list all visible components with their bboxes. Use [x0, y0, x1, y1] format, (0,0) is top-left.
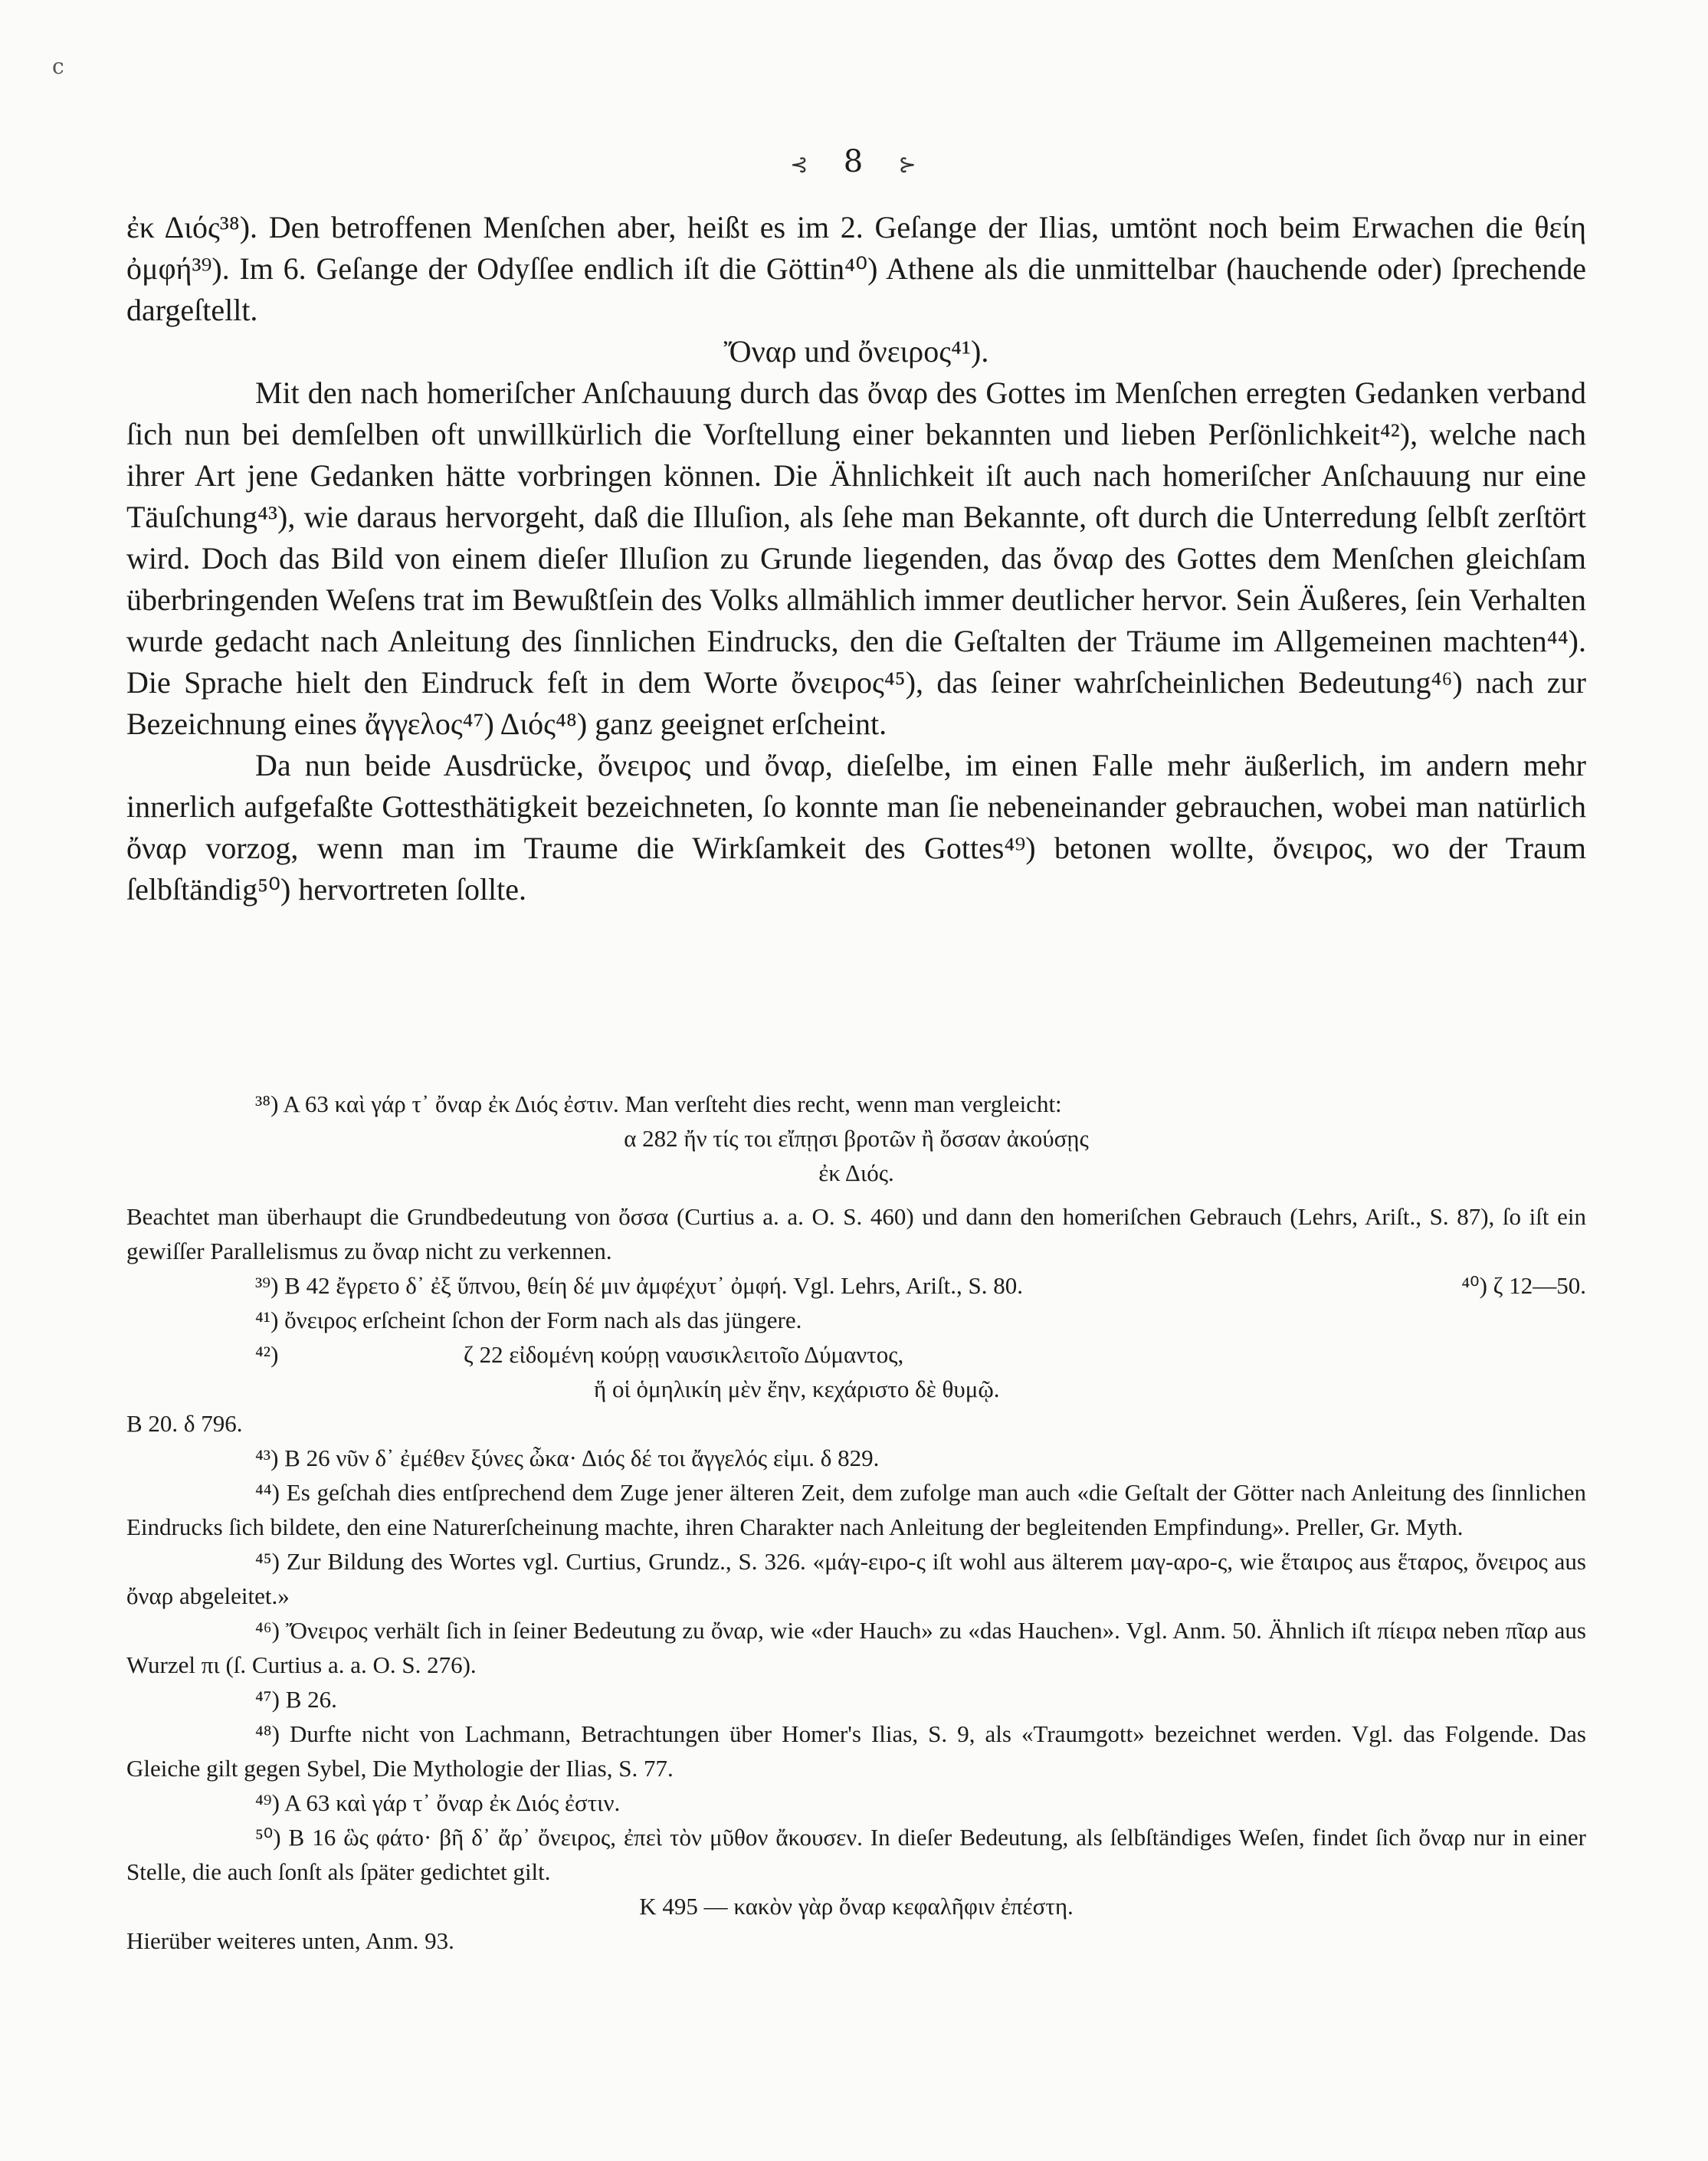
body-text — [126, 207, 1586, 910]
footnote-50-end: Hierüber weiteres unten, Anm. 93. — [126, 1927, 454, 1954]
footnote-38-text: Beachtet man überhaupt die Grundbedeutung von ὄσσα (Curtius a. a. O. S. 460) und dann den homeriſchen Gebrauch (Lehrs, Ariſt., S. 87), ſo iſt ein gewiſſer Parallelismus zu ὄναρ nicht zu verkennen. — [126, 1203, 1586, 1264]
footnote-46: ⁴⁶) Ὄνειρος verhält ſich in ſeiner Bedeutung zu ὄναρ, wie «der Hauch» zu «das Hauchen». Vgl. Anm. 50. Ähnlich iſt πίειρα neben πῖαρ aus Wurzel πι (ſ. Curtius a. a. O. S. 276). — [126, 1617, 1586, 1678]
footnote-42-quote: ζ 22 εἰδομένη κούρῃ ναυσικλειτοῖο Δύμαντος, — [464, 1341, 904, 1368]
footnote-41: ⁴¹) ὄνειρος erſcheint ſchon der Form nach als das jüngere. — [255, 1307, 802, 1333]
page-header — [0, 144, 1708, 179]
footnote-39-40-row — [126, 1268, 1586, 1303]
footnote-38-quote-end: ἐκ Διός. — [818, 1159, 894, 1186]
footnote-44: ⁴⁴) Es geſchah dies entſprechend dem Zuge jener älteren Zeit, dem zufolge man auch «die Geſtalt der Götter nach Anleitung des ſinnlichen Eindrucks ſich bildete, den eine Naturerſcheinung machte, ihren Charakter nach Anleitung der begleitenden Empfindung». Preller, Gr. Myth. — [126, 1479, 1586, 1540]
paragraph-3: Da nun beide Ausdrücke, ὄνειρος und ὄναρ, dieſelbe, im einen Falle mehr äußerlich, im andern mehr innerlich aufgefaßte Gottesthätigkeit bezeichneten, ſo konnte man ſie nebeneinander gebrauchen, wobei man natürlich ὄναρ vorzog, wenn man im Traume die Wirkſamkeit des Gottes⁴⁹) betonen wollte, ὄνειρος, wo der Traum ſelbſtändig⁵⁰) hervortreten ſollte. — [126, 748, 1586, 907]
page-number: 8 — [843, 144, 865, 179]
paragraph-2: Mit den nach homeriſcher Anſchauung durch das ὄναρ des Gottes im Menſchen erregten Gedanken verband ſich nun bei demſelben oft unwillkürlich die Vorſtellung einer bekannten und lieben Perſönlichkeit⁴²), welche nach ihrer Art jene Gedanken hätte vorbringen können. Die Ähnlichkeit iſt auch nach homeriſcher Anſchauung nur eine Täuſchung⁴³), wie daraus hervorgeht, daß die Illuſion, als ſehe man Bekannte, oft durch die Unterredung ſelbſt zerſtört wird. Doch das Bild von einem dieſer Illuſion zu Grunde liegenden, das ὄναρ des Gottes dem Menſchen gleichſam überbringenden Weſens trat im Bewußtſein des Volks allmählich immer deutlicher hervor. Sein Äußeres, ſein Verhalten wurde gedacht nach Anleitung des ſinnlichen Eindrucks, den die Geſtalten der Träume im Allgemeinen machten⁴⁴). Die Sprache hielt den Eindruck feſt in dem Worte ὄνειρος⁴⁵), das ſeiner wahrſcheinlichen Bedeutung⁴⁶) nach zur Bezeichnung eines ἄγγελος⁴⁷) Διός⁴⁸) ganz geeignet erſcheint. — [126, 375, 1586, 741]
right-ornament-icon: ⊱ — [898, 152, 918, 177]
left-ornament-icon: ⊰ — [790, 152, 810, 177]
footnote-48: ⁴⁸) Durfte nicht von Lachmann, Betrachtungen über Homer's Ilias, S. 9, als «Traumgott» bezeichnet werden. Vgl. das Folgende. Das Gleiche gilt gegen Sybel, Die Mythologie der Ilias, S. 77. — [126, 1720, 1586, 1782]
footnote-42-row — [126, 1337, 1586, 1372]
footnote-49: ⁴⁹) Α 63 καὶ γάρ τ᾽ ὄναρ ἐκ Διός ἐστιν. — [255, 1789, 621, 1816]
footnote-38: ³⁸) Α 63 καὶ γάρ τ᾽ ὄναρ ἐκ Διός ἐστιν. Man verſteht dies recht, wenn man vergleicht: — [255, 1090, 1062, 1117]
footnote-43: ⁴³) Β 26 νῦν δ᾽ ἐμέθεν ξύνες ὦκα· Διός δέ τοι ἄγγελός εἰμι. δ 829. — [255, 1444, 880, 1471]
footnote-47: ⁴⁷) Β 26. — [255, 1686, 337, 1713]
section-heading: Ὄναρ und ὄνειρος⁴¹). — [723, 334, 989, 369]
footnote-45: ⁴⁵) Zur Bildung des Wortes vgl. Curtius, Grundz., S. 326. «μάγ-ειρο-ς iſt wohl aus älterem μαγ-αρο-ς, wie ἕταιρος aus ἕταρος, ὄνειρος aus ὄναρ abgeleitet.» — [126, 1548, 1586, 1609]
footnote-40: ⁴⁰) ζ 12—50. — [1461, 1272, 1586, 1299]
footnote-42-refs: Β 20. δ 796. — [126, 1410, 243, 1437]
footnote-42-quote-2: ἥ οἱ ὁμηλικίη μὲν ἔην, κεχάριστο δὲ θυμῷ. — [594, 1376, 1000, 1402]
footnote-39: ³⁹) Β 42 ἔγρετο δ᾽ ἐξ ὕπνου, θείη δέ μιν ἀμφέχυτ᾽ ὀμφή. Vgl. Lehrs, Ariſt., S. 80. — [255, 1272, 1023, 1299]
footnote-42-marker: ⁴²) — [255, 1341, 279, 1368]
footnote-38-quote: α 282 ἤν τίς τοι εἴπῃσι βροτῶν ἢ ὄσσαν ἀκούσῃς — [624, 1125, 1089, 1152]
footnotes — [126, 1087, 1586, 1958]
footnote-50: ⁵⁰) Β 16 ὣς φάτο· βῆ δ᾽ ἄρ᾽ ὄνειρος, ἐπεὶ τὸν μῦθον ἄκουσεν. In dieſer Bedeutung, als ſelbſtändiges Weſen, findet ſich ὄναρ nur in einer Stelle, die auch ſonſt als ſpäter gedichtet gilt. — [126, 1824, 1586, 1885]
margin-mark: c — [52, 54, 64, 79]
paragraph-1: ἐκ Διός³⁸). Den betroffenen Menſchen aber, heißt es im 2. Geſange der Ilias, umtönt noch beim Erwachen die θείη ὀμφή³⁹). Im 6. Geſange der Odyſſee endlich iſt die Göttin⁴⁰) Athene als die unmittelbar (hauchende oder) ſprechende dargeſtellt. — [126, 210, 1586, 327]
footnote-50-quote: Κ 495 — κακὸν γὰρ ὄναρ κεφαλῆφιν ἐπέστη. — [639, 1893, 1074, 1920]
